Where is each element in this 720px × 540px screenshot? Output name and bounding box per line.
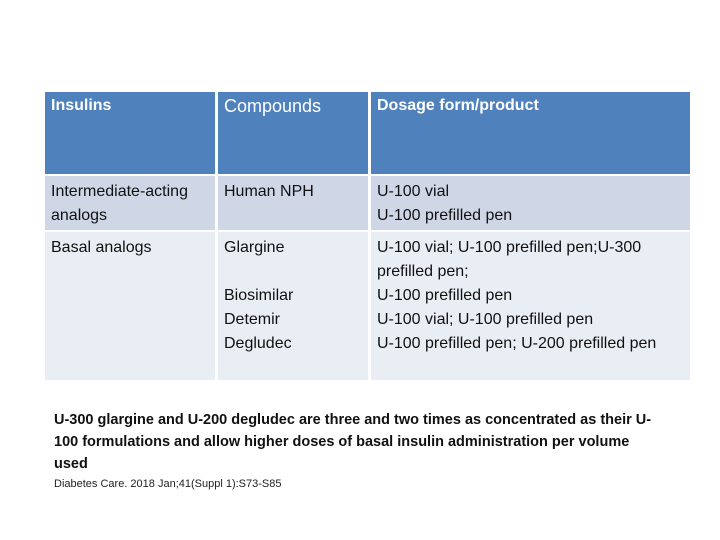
- header-dosage-form: Dosage form/product: [371, 92, 690, 174]
- compounds-cell: [218, 176, 368, 230]
- compound-name: Detemir: [224, 311, 281, 328]
- compounds-cell: [218, 232, 368, 380]
- header-insulins: Insulins: [45, 92, 215, 174]
- insulin-cell: Basal analogs: [45, 232, 215, 380]
- compound-name: Glargine: [224, 239, 285, 256]
- table-row: [45, 176, 690, 230]
- dosage-cell: [371, 232, 690, 380]
- citation: Diabetes Care. 2018 Jan;41(Suppl 1):S73-S85: [54, 478, 282, 490]
- dosage-line: U-100 prefilled pen; U-200 prefilled pen: [377, 335, 657, 352]
- insulin-table: [42, 90, 693, 382]
- compound-spacer: [224, 260, 362, 284]
- insulin-cell: Intermediate-acting analogs: [45, 176, 215, 230]
- concentration-note: U-300 glargine and U-200 degludec are three and two times as concentrated as their U-100 formulations and allow higher doses of basal insulin administration per volume used: [54, 412, 652, 472]
- dosage-line: U-100 vial: [377, 183, 450, 200]
- compound-name: Human NPH: [224, 183, 314, 200]
- dosage-line: U-100 prefilled pen: [377, 287, 513, 304]
- dosage-line: U-100 prefilled pen: [377, 207, 513, 224]
- dosage-cell: [371, 176, 690, 230]
- dosage-line: U-100 vial; U-100 prefilled pen: [377, 311, 594, 328]
- table-header-row: [45, 92, 690, 174]
- compound-name: Degludec: [224, 335, 292, 352]
- table-row: [45, 232, 690, 380]
- header-compounds: Compounds: [218, 92, 368, 174]
- dosage-line: U-100 vial; U-100 prefilled pen;U-300 prefilled pen;: [377, 239, 642, 280]
- compound-name: Biosimilar: [224, 287, 294, 304]
